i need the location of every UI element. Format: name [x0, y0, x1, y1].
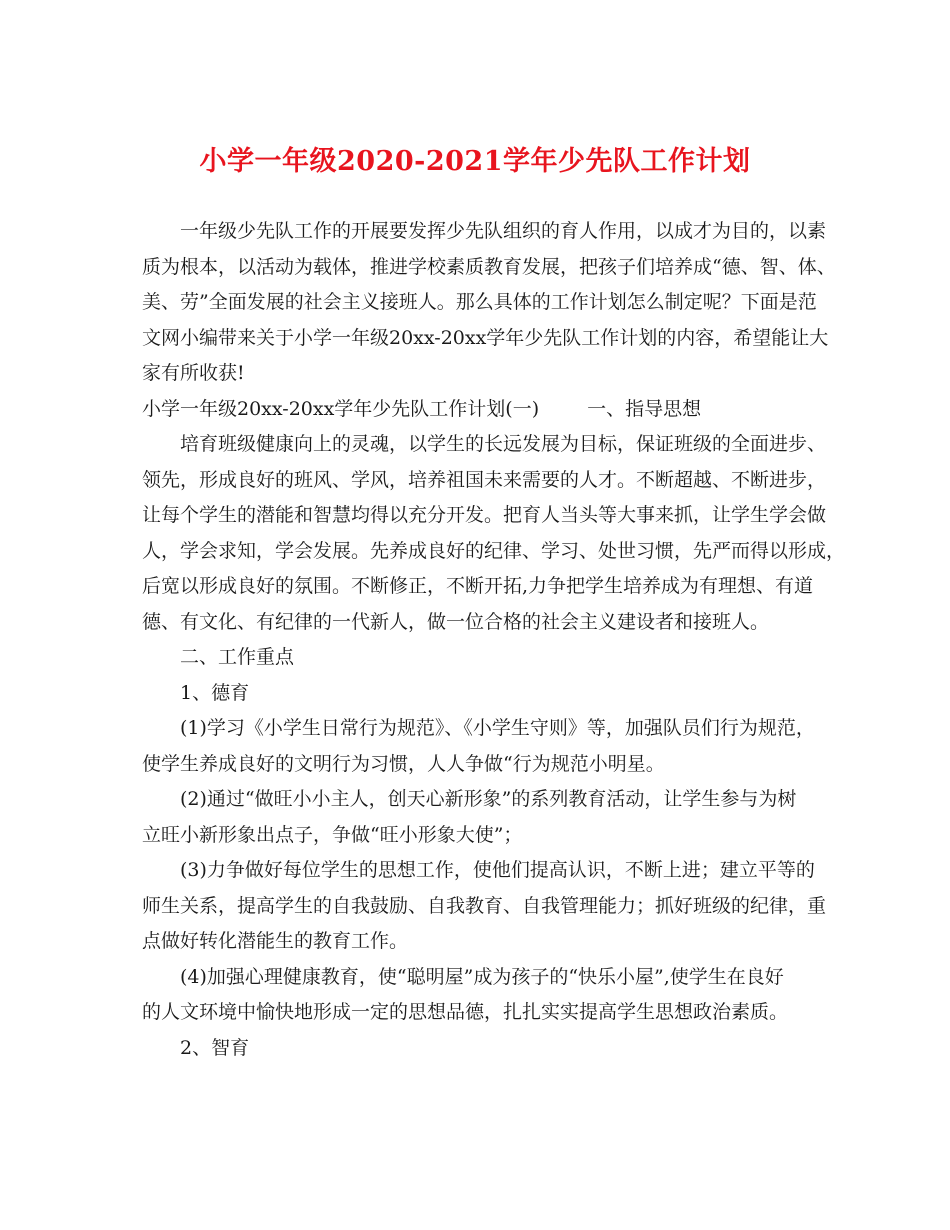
moral-item-4: [142, 960, 822, 1031]
document-body: [142, 214, 846, 1066]
section1-line: 后宽以形成良好的氛围。不断修正，不断开拓,力争把学生培养成为有理想、有道: [142, 575, 814, 597]
moral-item-line: (1)学习《小学生日常行为规范》、《小学生守则》等，加强队员们行为规范，: [180, 717, 815, 739]
intro-line: 文网小编带来关于小学一年级20xx-20xx学年少先队工作计划的内容，希望能让大: [142, 326, 829, 349]
intro-line: 家有所收获!: [142, 362, 245, 384]
section1-line: 领先，形成良好的班风、学风，培养祖国未来需要的人才。不断超越、不断进步，: [142, 468, 827, 491]
intro-line: 一年级少先队工作的开展要发挥少先队组织的育人作用，以成才为目的，以素: [180, 220, 827, 242]
moral-item-line: 点做好转化潜能生的教育工作。: [142, 930, 409, 952]
moral-item-1: [142, 711, 822, 782]
moral-item-line: 师生关系，提高学生的自我鼓励、自我教育、自我管理能力；抓好班级的纪律，重: [142, 894, 827, 917]
section1-line: 让每个学生的潜能和智慧均得以充分开发。把育人当头等大事来抓，让学生学会做: [142, 504, 827, 526]
moral-item-line: 立旺小新形象出点子，争做“旺小形象大使”；: [142, 823, 523, 846]
moral-item-line: 的人文环境中愉快地形成一定的思想品德，扎扎实实提高学生思想政治素质。: [142, 1001, 789, 1023]
section1-line: 德、有文化、有纪律的一代新人，做一位合格的社会主义建设者和接班人。: [142, 610, 770, 633]
section2-heading-paragraph: [142, 640, 822, 676]
intro-line: 美、劳”全面发展的社会主义接班人。那么具体的工作计划怎么制定呢？下面是范: [142, 291, 817, 313]
section2-heading: 二、工作重点: [180, 646, 295, 668]
moral-item-3: [142, 853, 827, 960]
document-title: 小学一年级2020-2021学年少先队工作计划: [199, 146, 751, 177]
moral-item-2: [142, 782, 822, 853]
intellect-heading-paragraph: [142, 1031, 822, 1067]
moral-item-line: (2)通过“做旺小小主人，创天心新形象”的系列教育活动，让学生参与为树: [180, 788, 797, 810]
intro-line: 质为根本，以活动为载体，推进学校素质教育发展，把孩子们培养成“德、智、体、: [142, 255, 836, 278]
moral-heading: 1、德育: [180, 681, 250, 704]
section1-line: 培育班级健康向上的灵魂，以学生的长远发展为目标，保证班级的全面进步、: [180, 433, 827, 455]
intro-paragraph: [142, 214, 836, 392]
plan-heading-row: [142, 392, 822, 428]
section1-line: 人，学会求知，学会发展。先养成良好的纪律、学习、处世习惯，先严而得以形成，: [142, 539, 846, 562]
section1-paragraph: [142, 427, 846, 640]
intellect-heading: 2、智育: [180, 1036, 250, 1059]
moral-item-line: 使学生养成良好的文明行为习惯，人人争做“行为规范小明星。: [142, 752, 665, 775]
moral-item-line: (3)力争做好每位学生的思想工作，使他们提高认识，不断上进；建立平等的: [180, 859, 815, 881]
moral-item-line: (4)加强心理健康教育，使“聪明屋”成为孩子的“快乐小屋”,使学生在良好: [180, 965, 784, 988]
section1-heading: 一、指导思想: [587, 397, 702, 420]
moral-heading-paragraph: [142, 676, 822, 712]
plan-heading: 小学一年级20xx-20xx学年少先队工作计划(一): [142, 397, 540, 420]
